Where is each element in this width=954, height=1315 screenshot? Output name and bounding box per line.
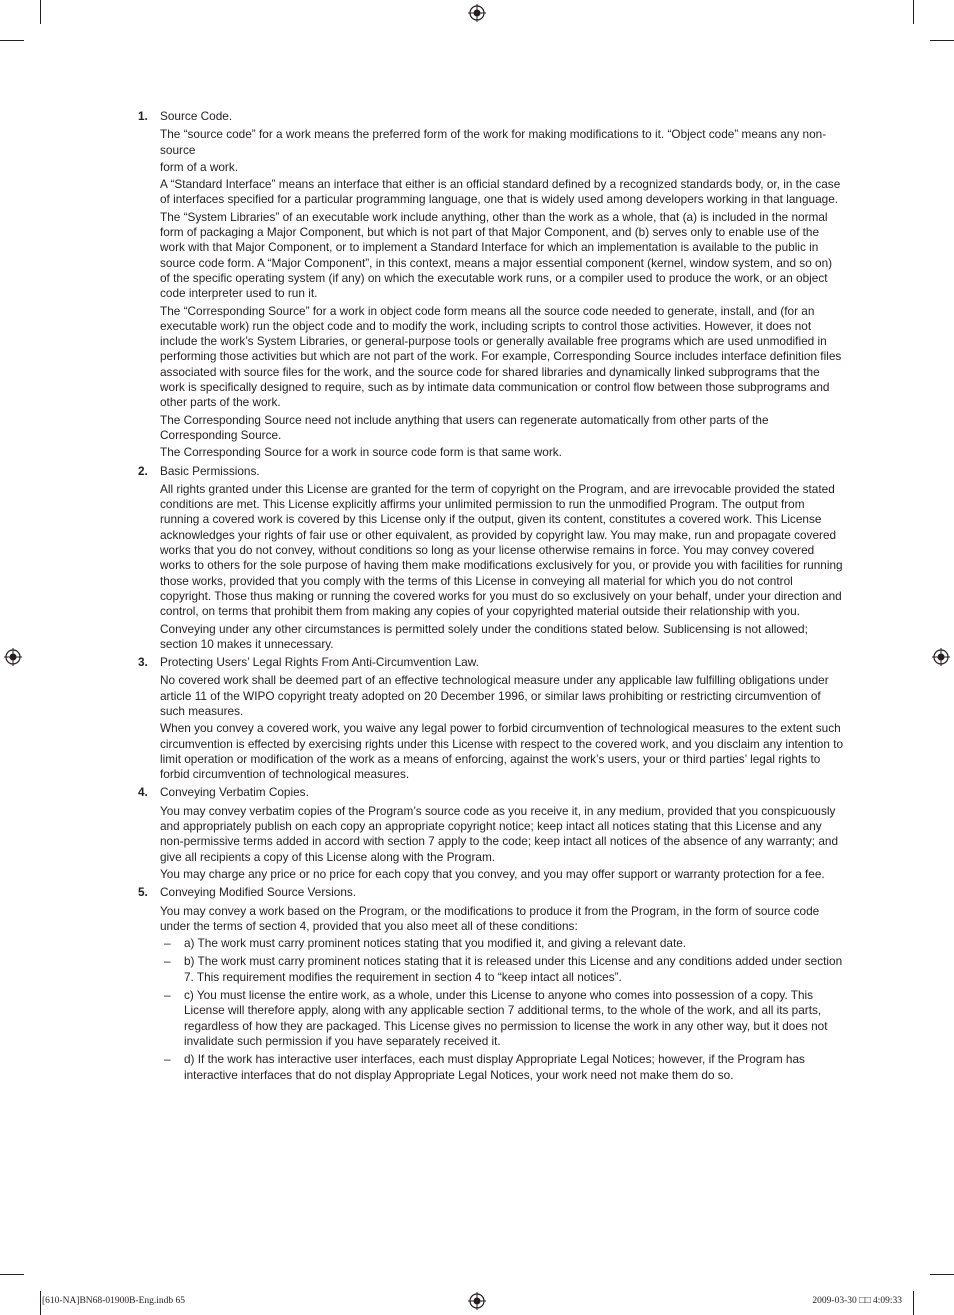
list-item [160, 988, 844, 1049]
section-source-code [138, 109, 844, 461]
section-number: 3. [138, 655, 148, 670]
paragraph: A “Standard Interface” means an interface that either is an official standard defined by a recognized standards body, or, in the case of interfaces specified for a particular programming language, one that is widely used among developers working in that language. [160, 177, 841, 207]
paragraph: Conveying under any other circumstances is permitted solely under the conditions stated below. Sublicensing is not allowed; section 10 makes it unnecessary. [160, 621, 808, 651]
paragraph: The “source code” for a work means the preferred form of the work for making modifications to it. “Object code” means any non-source [160, 127, 827, 157]
section-title: Conveying Modified Source Versions. [160, 885, 357, 900]
paragraph: No covered work shall be deemed part of an effective technological measure under any applicable law fulfilling obligations under article 11 of the WIPO copyright treaty adopted on 20 December 1996, or similar laws prohibiting or restricting circumvention of such measures. [160, 673, 829, 718]
section-modified-source [138, 885, 844, 1083]
section-title: Basic Permissions. [160, 463, 260, 478]
list-item-text: c) You must license the entire work, as a whole, under this License to anyone who comes into possession of a copy. This License will therefore apply, along with any applicable section 7 additional terms, to the whole of the work, and all its parts, regardless of how they are packaged. This License gives no permission to license the work in any other way, but it does not invalidate such permission if you have separately received it. [184, 988, 828, 1048]
registration-mark-icon [4, 648, 22, 666]
section-basic-permissions [138, 464, 844, 653]
paragraph: When you convey a covered work, you waive any legal power to forbid circumvention of technological measures to the extent such circumvention is effected by exercising rights under this License with respect to the covered work, and you disclaim any intention to limit operation or modification of the work as a means of enforcing, against the work’s users, your or third parties’ legal rights to forbid circumvention of technological measures. [160, 721, 844, 782]
paragraph: form of a work. [160, 159, 239, 174]
paragraph: All rights granted under this License are granted for the term of copyright on the Program, and are irrevocable provided the stated conditions are met. This License explicitly affirms your unlimited permission to run the unmodified Program. The output from running a covered work is covered by this License only if the output, given its content, constitutes a covered work. This License acknowledges your rights of fair use or other equivalent, as provided by copyright law. You may make, run and propagate covered works that you do not convey, without conditions so long as your license otherwise remains in force. You may convey covered works to others for the sole purpose of having them make modifications exclusively for you, or provide you with facilities for running those works, provided that you comply with the terms of this License in conveying all material for which you do not control copyright. Those thus making or running the covered works for you must do so exclusively on your behalf, under your direction and control, on terms that prohibit them from making any copies of your copyrighted material outside their relationship with you. [160, 481, 843, 619]
paragraph: You may convey a work based on the Program, or the modifications to produce it from the Program, in the form of source code under the terms of section 4, provided that you also meet all of these conditions: [160, 903, 820, 933]
section-verbatim-copies [138, 785, 844, 882]
crop-mark [40, 1291, 41, 1315]
paragraph: The Corresponding Source need not include anything that users can regenerate automatically from other parts of the Corresponding Source. [160, 412, 769, 442]
dash-bullet: – [164, 1052, 171, 1067]
license-content [138, 109, 844, 1086]
registration-mark-icon [932, 648, 950, 666]
dash-bullet: – [164, 936, 171, 951]
paragraph: The Corresponding Source for a work in source code form is that same work. [160, 445, 562, 460]
registration-mark-icon [468, 1292, 486, 1310]
section-number: 4. [138, 785, 148, 800]
crop-mark [913, 1291, 914, 1315]
footer-timestamp: 2009-03-30 □□ 4:09:33 [812, 1296, 902, 1306]
paragraph: You may convey verbatim copies of the Program’s source code as you receive it, in any medium, provided that you conspicuously and appropriately publish on each copy an appropriate copyright notice; keep intact all notices stating that this License and any non-permissive terms added in accord with section 7 apply to the code; keep intact all notices of the absence of any warranty; and give all recipients a copy of this License along with the Program. [160, 803, 839, 864]
section-title: Conveying Verbatim Copies. [160, 785, 309, 800]
crop-mark [40, 0, 41, 24]
crop-mark [0, 1274, 24, 1275]
section-number: 5. [138, 885, 148, 900]
section-title: Source Code. [160, 109, 233, 123]
crop-mark [913, 0, 914, 24]
section-number: 1. [138, 109, 148, 123]
dash-bullet: – [164, 954, 171, 969]
registration-mark-icon [468, 4, 486, 22]
paragraph: The “System Libraries” of an executable work include anything, other than the work as a whole, that (a) is included in the normal form of packaging a Major Component, but which is not part of that Major Component, and (b) serves only to enable use of the work with that Major Component, or to implement a Standard Interface for which an implementation is available to the public in source code form. A “Major Component”, in this context, means a major essential component (kernel, window system, and so on) of the specific operating system (if any) on which the executable work runs, or a compiler used to produce the work, or an object code interpreter used to run it. [160, 209, 833, 301]
section-anti-circumvention [138, 655, 844, 782]
list-item [160, 936, 844, 951]
list-item-text: a) The work must carry prominent notices stating that you modified it, and giving a relevant date. [184, 936, 687, 951]
crop-mark [930, 1274, 954, 1275]
dash-bullet: – [164, 988, 171, 1003]
list-item [160, 954, 844, 985]
paragraph: You may charge any price or no price for each copy that you convey, and you may offer support or warranty protection for a fee. [160, 866, 825, 881]
footer-file-info: [610-NA]BN68-01900B-Eng.indb 65 [42, 1296, 186, 1306]
section-title: Protecting Users’ Legal Rights From Anti-Circumvention Law. [160, 655, 479, 670]
section-number: 2. [138, 463, 148, 478]
crop-mark [0, 40, 24, 41]
paragraph: The “Corresponding Source” for a work in object code form means all the source code needed to generate, install, and (for an executable work) run the object code and to modify the work, including scripts to control those activities. However, it does not include the work’s System Libraries, or general-purpose tools or generally available free programs which are used unmodified in performing those activities but which are not part of the work. For example, Corresponding Source includes interface definition files associated with source files for the work, and the source code for shared libraries and dynamically linked subprograms that the work is specifically designed to require, such as by intimate data communication or control flow between those subprograms and other parts of the work. [160, 303, 842, 410]
list-item-text: d) If the work has interactive user interfaces, each must display Appropriate Legal Notices; however, if the Program has interactive interfaces that do not display Appropriate Legal Notices, your work need not make them do so. [184, 1052, 805, 1082]
crop-mark [930, 40, 954, 41]
list-item-text: b) The work must carry prominent notices stating that it is released under this License and any conditions added under section 7. This requirement modifies the requirement in section 4 to “keep intact all notices”. [184, 954, 843, 984]
list-item [160, 1052, 844, 1083]
